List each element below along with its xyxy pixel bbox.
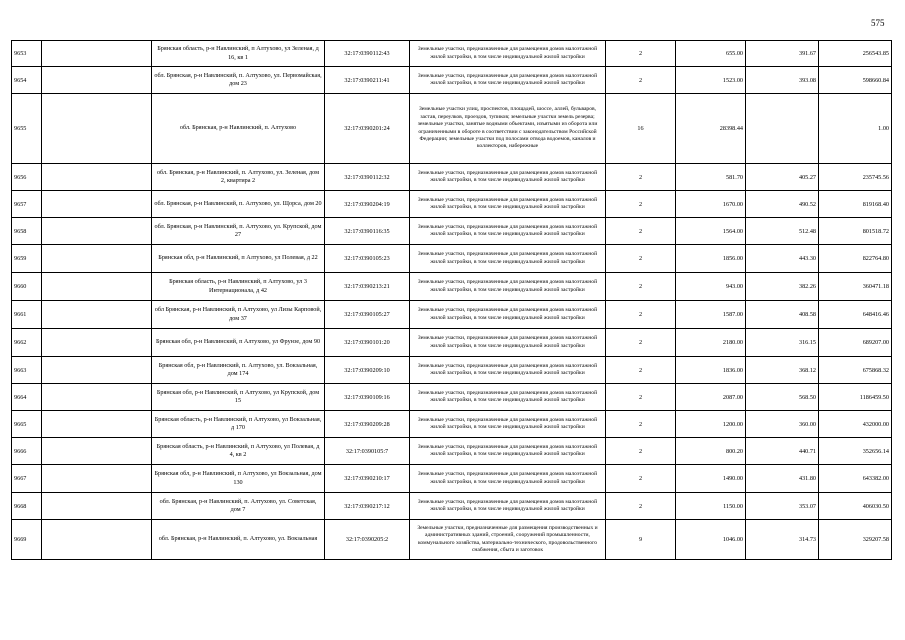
address-cell: обл. Брянская, р-н Навлинский, п. Алтухово [152, 94, 325, 164]
row-number: 9656 [12, 164, 42, 191]
group-cell: 2 [606, 329, 676, 357]
table-row [12, 465, 892, 493]
row-number: 9659 [12, 245, 42, 273]
cadastral-value-cell: 643382.00 [819, 465, 892, 493]
cadastral-value-cell: 648416.46 [819, 301, 892, 329]
blank-cell [42, 273, 152, 301]
cadastral-value-cell: 256543.85 [819, 41, 892, 67]
blank-cell [42, 438, 152, 465]
specific-value-cell [746, 94, 819, 164]
blank-cell [42, 384, 152, 411]
specific-value-cell: 393.08 [746, 67, 819, 94]
cadastral-number-cell: 32:17:0390105:7 [325, 438, 410, 465]
address-cell: Брянская обл, р-н Навлинский, п Алтухово, ул Фрунзе, дом 90 [152, 329, 325, 357]
specific-value-cell: 443.30 [746, 245, 819, 273]
group-cell: 9 [606, 520, 676, 560]
land-category-cell: Земельные участки, предназначенные для размещения домов малоэтажной жилой застройки, в том числе индивидуальной жилой застройки [410, 245, 606, 273]
blank-cell [42, 41, 152, 67]
specific-value-cell: 440.71 [746, 438, 819, 465]
group-cell: 2 [606, 438, 676, 465]
address-cell: Брянская обл, р-н Навлинский, п. Алтухово, ул. Вокзальная, дом 174 [152, 357, 325, 384]
row-number: 9669 [12, 520, 42, 560]
address-cell: Брянская обл, р-н Навлинский, п Алтухово, ул Крупской, дом 15 [152, 384, 325, 411]
row-number: 9664 [12, 384, 42, 411]
area-cell: 655.00 [676, 41, 746, 67]
group-cell: 2 [606, 191, 676, 218]
table-row [12, 273, 892, 301]
cadastral-number-cell: 32:17:0390101:20 [325, 329, 410, 357]
land-category-cell: Земельные участки, предназначенные для размещения домов малоэтажной жилой застройки, в том числе индивидуальной жилой застройки [410, 329, 606, 357]
land-category-cell: Земельные участки, предназначенные для размещения домов малоэтажной жилой застройки, в том числе индивидуальной жилой застройки [410, 357, 606, 384]
area-cell: 1200.00 [676, 411, 746, 438]
area-cell: 1046.00 [676, 520, 746, 560]
table-row [12, 94, 892, 164]
table-row [12, 520, 892, 560]
table-row [12, 329, 892, 357]
table-row [12, 357, 892, 384]
group-cell: 2 [606, 164, 676, 191]
cadastral-value-cell: 235745.56 [819, 164, 892, 191]
blank-cell [42, 465, 152, 493]
row-number: 9666 [12, 438, 42, 465]
blank-cell [42, 411, 152, 438]
cadastral-value-table [11, 40, 892, 560]
specific-value-cell: 353.07 [746, 493, 819, 520]
group-cell: 16 [606, 94, 676, 164]
table-row [12, 67, 892, 94]
cadastral-number-cell: 32:17:0390210:17 [325, 465, 410, 493]
cadastral-value-cell: 432000.00 [819, 411, 892, 438]
row-number: 9660 [12, 273, 42, 301]
page-number: 575 [871, 18, 885, 28]
row-number: 9658 [12, 218, 42, 245]
address-cell: обл. Брянская, р-н Навлинский, п. Алтухово, ул. Крупской, дом 27 [152, 218, 325, 245]
area-cell: 28398.44 [676, 94, 746, 164]
cadastral-number-cell: 32:17:0390105:23 [325, 245, 410, 273]
row-number: 9657 [12, 191, 42, 218]
specific-value-cell: 490.52 [746, 191, 819, 218]
address-cell: обл. Брянская, р-н Навлинский, п. Алтухово, ул. Щорса, дом 20 [152, 191, 325, 218]
specific-value-cell: 314.73 [746, 520, 819, 560]
row-number: 9665 [12, 411, 42, 438]
land-category-cell: Земельные участки, предназначенные для размещения домов малоэтажной жилой застройки, в том числе индивидуальной жилой застройки [410, 164, 606, 191]
land-category-cell: Земельные участки, предназначенные для размещения домов малоэтажной жилой застройки, в том числе индивидуальной жилой застройки [410, 67, 606, 94]
cadastral-value-cell: 801518.72 [819, 218, 892, 245]
table-row [12, 191, 892, 218]
cadastral-number-cell: 32:17:0390112:43 [325, 41, 410, 67]
cadastral-number-cell: 32:17:0390105:27 [325, 301, 410, 329]
group-cell: 2 [606, 411, 676, 438]
row-number: 9654 [12, 67, 42, 94]
specific-value-cell: 568.50 [746, 384, 819, 411]
group-cell: 2 [606, 465, 676, 493]
cadastral-number-cell: 32:17:0390213:21 [325, 273, 410, 301]
area-cell: 1587.00 [676, 301, 746, 329]
area-cell: 1490.00 [676, 465, 746, 493]
row-number: 9663 [12, 357, 42, 384]
cadastral-value-cell: 822764.80 [819, 245, 892, 273]
cadastral-value-cell: 689207.00 [819, 329, 892, 357]
cadastral-value-cell: 360471.18 [819, 273, 892, 301]
cadastral-number-cell: 32:17:0390204:19 [325, 191, 410, 218]
address-cell: обл. Брянская, р-н Навлинский, п. Алтухово, ул. Вокзальная [152, 520, 325, 560]
group-cell: 2 [606, 384, 676, 411]
land-category-cell: Земельные участки, предназначенные для размещения домов малоэтажной жилой застройки, в том числе индивидуальной жилой застройки [410, 41, 606, 67]
address-cell: Брянская обл, р-н Навлинский, п Алтухово, ул Вокзальная, дом 130 [152, 465, 325, 493]
table-row [12, 384, 892, 411]
row-number: 9667 [12, 465, 42, 493]
cadastral-number-cell: 32:17:0390209:10 [325, 357, 410, 384]
area-cell: 581.70 [676, 164, 746, 191]
address-cell: Брянская область, р-н Навлинский, п Алтухово, ул Полевая, д 4, кв 2 [152, 438, 325, 465]
blank-cell [42, 245, 152, 273]
blank-cell [42, 94, 152, 164]
blank-cell [42, 520, 152, 560]
area-cell: 1523.00 [676, 67, 746, 94]
land-category-cell: Земельные участки, предназначенные для размещения домов малоэтажной жилой застройки, в том числе индивидуальной жилой застройки [410, 411, 606, 438]
specific-value-cell: 368.12 [746, 357, 819, 384]
group-cell: 2 [606, 357, 676, 384]
address-cell: Брянская область, р-н Навлинский, п Алтухово, ул 3 Интернационала, д 42 [152, 273, 325, 301]
address-cell: Брянская область, р-н Навлинский, п Алтухово, ул Вокзальная, д 170 [152, 411, 325, 438]
cadastral-number-cell: 32:17:0390109:16 [325, 384, 410, 411]
blank-cell [42, 164, 152, 191]
cadastral-number-cell: 32:17:0390217:12 [325, 493, 410, 520]
group-cell: 2 [606, 273, 676, 301]
land-category-cell: Земельные участки улиц, проспектов, площадей, шоссе, аллей, бульваров, застав, переулков, проездов, тупиков; земельные участки земель резерва; земельные участки, занятые водными объектами, изъятыми из оборота или ограниченными в обороте в соответствии с законодательством Российской Федерации; земельные участки под полосами отвода водоемов, каналов и коллекторов, набережные [410, 94, 606, 164]
area-cell: 1670.00 [676, 191, 746, 218]
land-category-cell: Земельные участки, предназначенные для размещения домов малоэтажной жилой застройки, в том числе индивидуальной жилой застройки [410, 465, 606, 493]
area-cell: 1150.00 [676, 493, 746, 520]
table-row [12, 164, 892, 191]
group-cell: 2 [606, 41, 676, 67]
group-cell: 2 [606, 67, 676, 94]
blank-cell [42, 67, 152, 94]
address-cell: обл. Брянская, р-н Навлинский, п. Алтухово, ул. Зеленая, дом 2, квартира 2 [152, 164, 325, 191]
address-cell: обл. Брянская, р-н Навлинский, п. Алтухово, ул. Советская, дом 7 [152, 493, 325, 520]
group-cell: 2 [606, 218, 676, 245]
group-cell: 2 [606, 301, 676, 329]
table-row [12, 41, 892, 67]
cadastral-number-cell: 32:17:0390211:41 [325, 67, 410, 94]
group-cell: 2 [606, 493, 676, 520]
specific-value-cell: 408.58 [746, 301, 819, 329]
table-row [12, 245, 892, 273]
address-cell: обл. Брянская, р-н Навлинский, п. Алтухово, ул. Первомайская, дом 23 [152, 67, 325, 94]
area-cell: 2180.00 [676, 329, 746, 357]
specific-value-cell: 431.80 [746, 465, 819, 493]
cadastral-value-cell: 406030.50 [819, 493, 892, 520]
area-cell: 1856.00 [676, 245, 746, 273]
table-row [12, 411, 892, 438]
land-category-cell: Земельные участки, предназначенные для размещения домов малоэтажной жилой застройки, в том числе индивидуальной жилой застройки [410, 384, 606, 411]
cadastral-number-cell: 32:17:0390201:24 [325, 94, 410, 164]
specific-value-cell: 512.48 [746, 218, 819, 245]
blank-cell [42, 301, 152, 329]
table-body [12, 41, 892, 560]
specific-value-cell: 360.00 [746, 411, 819, 438]
specific-value-cell: 382.26 [746, 273, 819, 301]
land-category-cell: Земельные участки, предназначенные для размещения домов малоэтажной жилой застройки, в том числе индивидуальной жилой застройки [410, 191, 606, 218]
cadastral-value-cell: 352656.14 [819, 438, 892, 465]
area-cell: 1836.00 [676, 357, 746, 384]
table-row [12, 493, 892, 520]
cadastral-number-cell: 32:17:0390112:32 [325, 164, 410, 191]
specific-value-cell: 316.15 [746, 329, 819, 357]
cadastral-value-cell: 1186459.50 [819, 384, 892, 411]
row-number: 9653 [12, 41, 42, 67]
land-category-cell: Земельные участки, предназначенные для размещения домов малоэтажной жилой застройки, в том числе индивидуальной жилой застройки [410, 301, 606, 329]
cadastral-value-cell: 329207.58 [819, 520, 892, 560]
address-cell: Брянская обл, р-н Навлинский, п Алтухово, ул Полевая, д 22 [152, 245, 325, 273]
blank-cell [42, 191, 152, 218]
cadastral-value-cell: 819168.40 [819, 191, 892, 218]
row-number: 9661 [12, 301, 42, 329]
cadastral-value-cell: 675868.32 [819, 357, 892, 384]
area-cell: 800.20 [676, 438, 746, 465]
specific-value-cell: 405.27 [746, 164, 819, 191]
group-cell: 2 [606, 245, 676, 273]
row-number: 9655 [12, 94, 42, 164]
blank-cell [42, 493, 152, 520]
cadastral-number-cell: 32:17:0390205:2 [325, 520, 410, 560]
cadastral-value-cell: 598660.84 [819, 67, 892, 94]
land-category-cell: Земельные участки, предназначенные для размещения домов малоэтажной жилой застройки, в том числе индивидуальной жилой застройки [410, 438, 606, 465]
blank-cell [42, 357, 152, 384]
blank-cell [42, 329, 152, 357]
land-category-cell: Земельные участки, предназначенные для размещения домов малоэтажной жилой застройки, в том числе индивидуальной жилой застройки [410, 493, 606, 520]
specific-value-cell: 391.67 [746, 41, 819, 67]
land-category-cell: Земельные участки, предназначенные для размещения домов малоэтажной жилой застройки, в том числе индивидуальной жилой застройки [410, 273, 606, 301]
row-number: 9668 [12, 493, 42, 520]
cadastral-value-cell: 1.00 [819, 94, 892, 164]
area-cell: 2087.00 [676, 384, 746, 411]
table-row [12, 301, 892, 329]
land-category-cell: Земельные участки, предназначенные для размещения производственных и административных зданий, строений, сооружений промышленности, коммунального хозяйства, материально-технического, продовольственного снабжения, сбыта и заготовок [410, 520, 606, 560]
area-cell: 1564.00 [676, 218, 746, 245]
cadastral-number-cell: 32:17:0390209:28 [325, 411, 410, 438]
table-row [12, 438, 892, 465]
area-cell: 943.00 [676, 273, 746, 301]
cadastral-number-cell: 32:17:0390116:35 [325, 218, 410, 245]
land-category-cell: Земельные участки, предназначенные для размещения домов малоэтажной жилой застройки, в том числе индивидуальной жилой застройки [410, 218, 606, 245]
address-cell: Брянская область, р-н Навлинский, п Алтухово, ул Зеленая, д 16, кв 1 [152, 41, 325, 67]
blank-cell [42, 218, 152, 245]
table-row [12, 218, 892, 245]
row-number: 9662 [12, 329, 42, 357]
address-cell: обл Брянская, р-н Навлинский, п Алтухово, ул Лизы Карповой, дом 37 [152, 301, 325, 329]
